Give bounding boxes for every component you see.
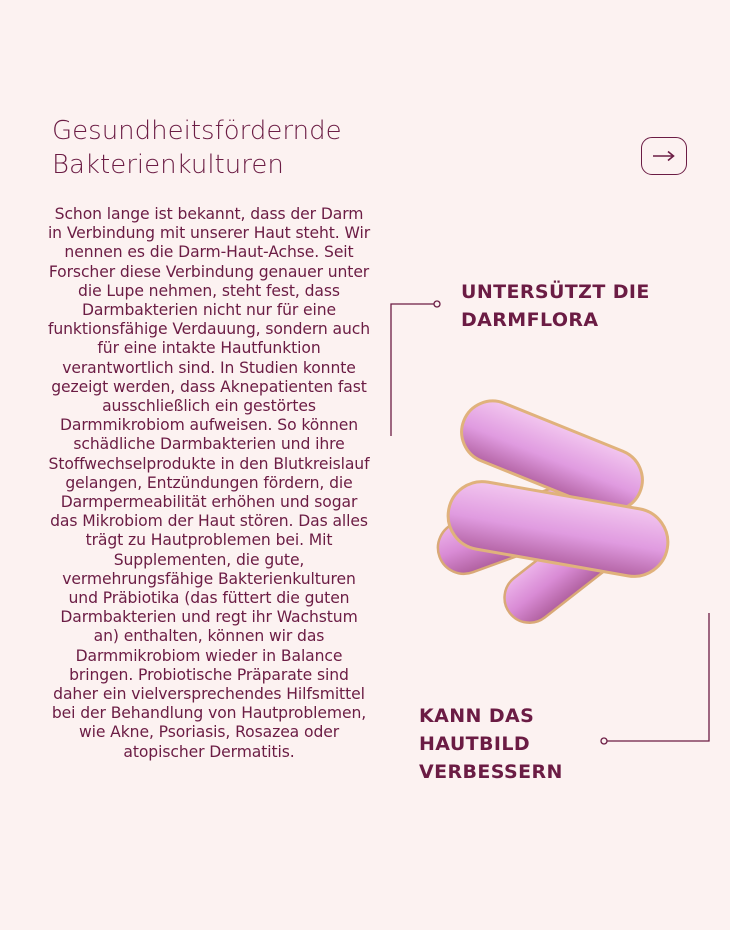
- body-paragraph: Schon lange ist bekannt, dass der Darm in Verbindung mit unserer Haut steht. Wir nennen es die Darm-Haut-Achse. Seit Forscher diese Verbindung genauer unter die Lupe nehmen, steht fest, dass Darmbakterien nicht nur für eine funktionsfähige Verdauung, sondern auch für eine intakte Hautfunktion verantwortlich sind. In Studien konnte gezeigt werden, dass Aknepatienten fast ausschließlich ein gestörtes Darmmikrobiom aufweisen. So können schädliche Darmbakterien und ihre Stoffwechselprodukte in den Blutkreislauf gelangen, Entzündungen fördern, die Darmpermeabilität erhöhen und sogar das Mikrobiom der Haut stören. Das alles trägt zu Hautproblemen bei. Mit Supplementen, die gute, vermehrungsfähige Bakterienkulturen und Präbiotika (das füttert die guten Darmbakterien und regt ihr Wachstum an) enthalten, können wir das Darmmikrobiom wieder in Balance bringen. Probiotische Präparate sind daher ein vielversprechendes Hilfsmittel bei der Behandlung von Hautproblemen, wie Akne, Psoriasis, Rosazea oder atopischer Dermatitis.: [47, 205, 371, 761]
- callout-line: VERBESSERN: [419, 761, 563, 783]
- callout-skin-improvement: [419, 702, 563, 786]
- title-line: Gesundheitsfördernde: [52, 116, 342, 146]
- callout-line: DARMFLORA: [461, 309, 599, 331]
- title-line: Bakterienkulturen: [52, 150, 284, 180]
- callout-line: KANN DAS: [419, 705, 535, 727]
- callout-line: HAUTBILD: [419, 733, 531, 755]
- callout-line: UNTERSÜTZT DIE: [461, 281, 650, 303]
- callout-gut-flora: [461, 278, 650, 334]
- bacteria-illustration: [425, 385, 675, 635]
